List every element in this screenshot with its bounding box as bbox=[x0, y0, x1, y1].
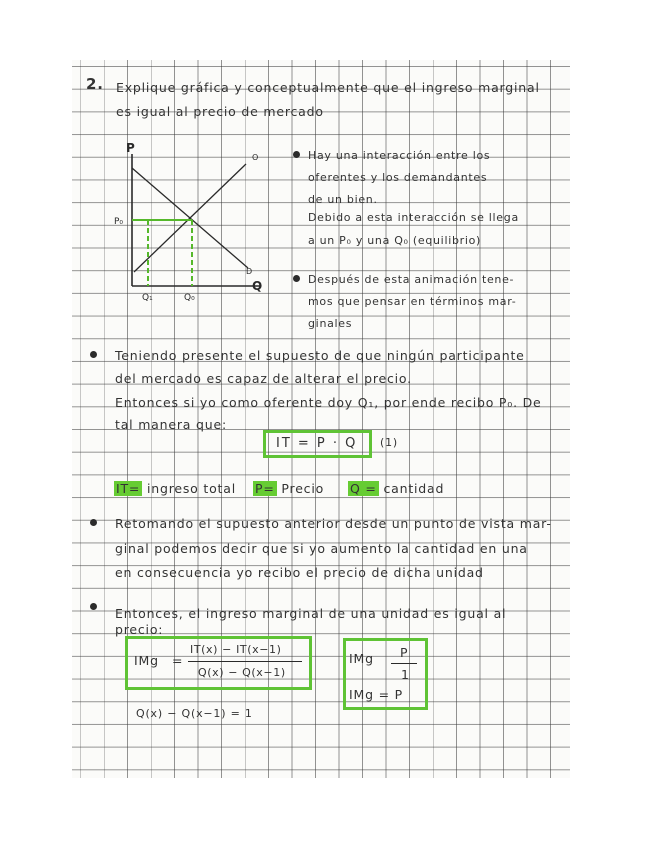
supply-curve bbox=[134, 164, 246, 272]
legend-quantity bbox=[348, 481, 444, 497]
side-lhs: IMg bbox=[349, 651, 374, 666]
demand-label: D bbox=[246, 267, 253, 276]
p-axis-label: P bbox=[126, 141, 135, 155]
total-revenue-equation-box bbox=[263, 430, 372, 458]
legend-key: P= bbox=[255, 481, 275, 496]
bullet-icon bbox=[90, 351, 97, 358]
section3-line-2: precio: bbox=[115, 622, 164, 637]
section2-line-3: en consecuencia yo recibo el precio de dicha unidad bbox=[115, 565, 484, 580]
formula-equals: = bbox=[172, 653, 184, 668]
q0-label: Q₀ bbox=[184, 293, 195, 303]
legend-text: cantidad bbox=[383, 481, 445, 496]
formula-denominator: Q(x) − Q(x−1) bbox=[198, 666, 286, 679]
section2-line-1: Retomando el supuesto anterior desde un punto de vista mar- bbox=[115, 516, 552, 531]
graph-note-2-line-3: ginales bbox=[308, 317, 353, 330]
graph-note-1-line-1: Hay una interacción entre los bbox=[308, 149, 491, 162]
section3-line-1: Entonces, el ingreso marginal de una unidad es igual al bbox=[115, 606, 507, 621]
legend-key: Q = bbox=[350, 481, 377, 496]
formula-numerator: IT(x) − IT(x−1) bbox=[190, 643, 282, 656]
graph-note-2-line-1: Después de esta animación tene- bbox=[308, 273, 515, 286]
graph-note-1-line-3: de un bien. bbox=[308, 193, 378, 206]
q-axis-label: Q bbox=[252, 279, 263, 293]
total-revenue-equation: IT = P · Q bbox=[276, 436, 358, 451]
graph-note-1-line-4: Debido a esta interacción se llega bbox=[308, 211, 519, 224]
legend-total-revenue bbox=[114, 481, 236, 497]
section1-line-1: Teniendo presente el supuesto de que ningún participante bbox=[115, 348, 525, 363]
legend-price bbox=[253, 481, 324, 497]
section1-line-3: Entonces si yo como oferente doy Q₁, por ende recibo P₀. De bbox=[115, 395, 542, 410]
marginal-revenue-formula-box bbox=[125, 636, 312, 690]
section1-line-2: del mercado es capaz de alterar el precio. bbox=[115, 371, 412, 386]
bullet-icon bbox=[293, 151, 300, 158]
q1-label: Q₁ bbox=[142, 293, 153, 303]
graph-note-2-line-2: mos que pensar en términos mar- bbox=[308, 295, 517, 308]
bullet-icon bbox=[90, 603, 97, 610]
bullet-icon bbox=[90, 519, 97, 526]
side-denominator: 1 bbox=[401, 667, 410, 682]
graph-note-1-line-2: oferentes y los demandantes bbox=[308, 171, 488, 184]
supply-demand-graph bbox=[110, 140, 280, 305]
formula-lhs: IMg bbox=[134, 653, 159, 668]
quantity-difference-note: Q(x) − Q(x−1) = 1 bbox=[136, 707, 253, 720]
side-result: IMg = P bbox=[349, 687, 403, 702]
legend-text: ingreso total bbox=[146, 481, 236, 496]
price-label: P₀ bbox=[114, 217, 124, 227]
question-line-1: Explique gráfica y conceptualmente que el ingreso marginal bbox=[116, 80, 540, 95]
graph-note-1-line-5: a un P₀ y una Q₀ (equilibrio) bbox=[308, 234, 482, 247]
equation-number: (1) bbox=[380, 436, 398, 449]
legend-text: Precio bbox=[281, 481, 325, 496]
bullet-icon bbox=[293, 275, 300, 282]
supply-label: O bbox=[252, 153, 259, 162]
question-line-2: es igual al precio de mercado bbox=[116, 104, 324, 119]
question-number: 2. bbox=[86, 75, 104, 93]
section2-line-2: ginal podemos decir que si yo aumento la cantidad en una bbox=[115, 541, 528, 556]
section1-line-4: tal manera que: bbox=[115, 417, 227, 432]
side-numerator: P bbox=[400, 645, 409, 660]
side-fraction-bar bbox=[391, 663, 417, 664]
marginal-revenue-result-box bbox=[343, 638, 428, 710]
fraction-bar bbox=[188, 661, 302, 662]
legend-key: IT= bbox=[116, 481, 141, 496]
